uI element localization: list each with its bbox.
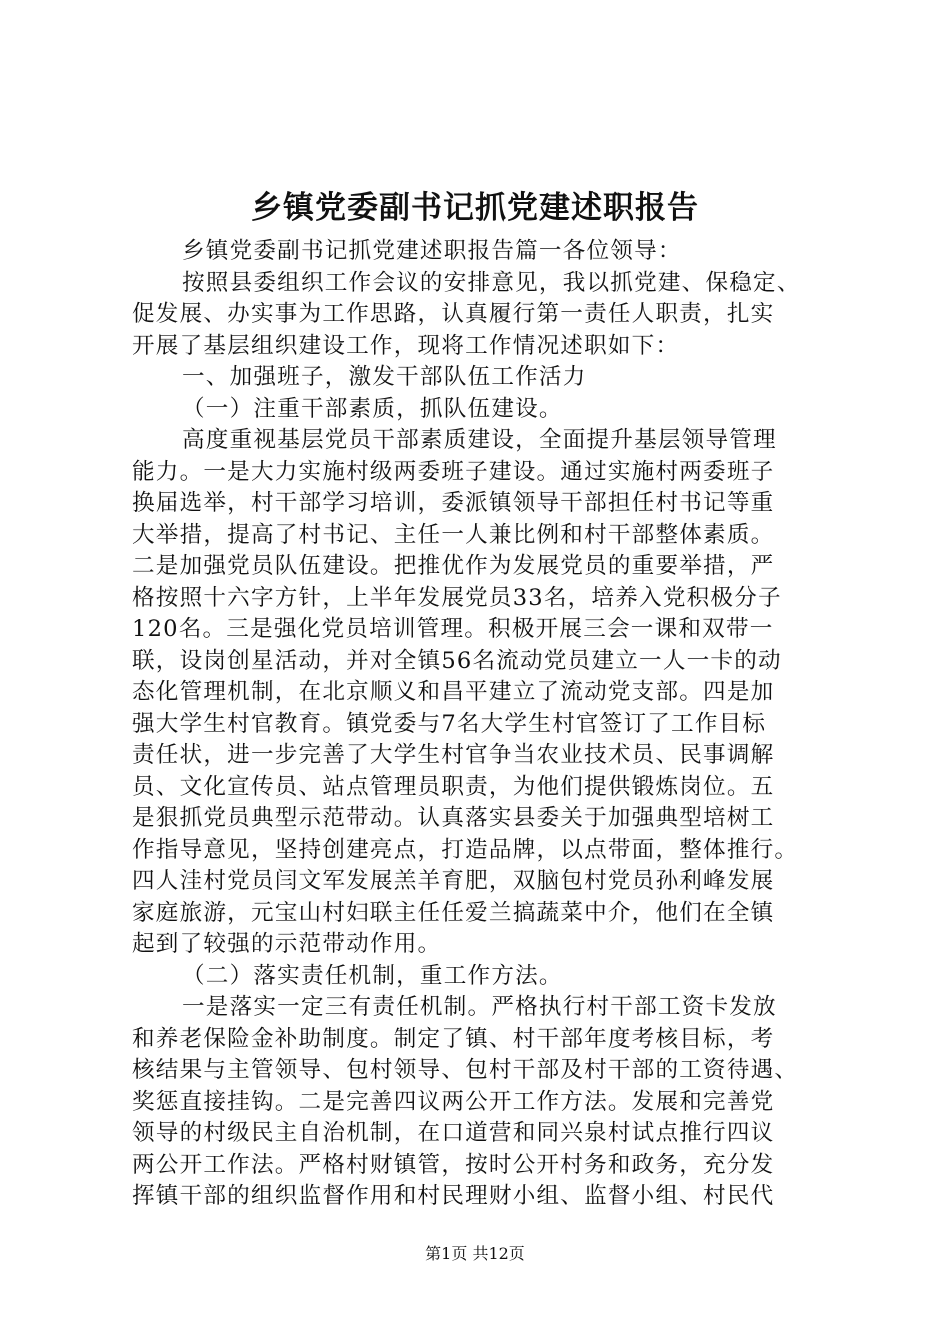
paragraph-line: 开展了基层组织建设工作，现将工作情况述职如下： (132, 332, 680, 359)
paragraph-line: 责任状，进一步完善了大学生村官争当农业技术员、民事调解 (132, 742, 775, 768)
subsection-heading: （二）落实责任机制，重工作方法。 (182, 962, 563, 989)
paragraph-line: 领导的村级民主自治机制，在口道营和同兴泉村试点推行四议 (132, 1120, 775, 1146)
paragraph-line: 两公开工作法。严格村财镇管，按时公开村务和政务，充分发 (132, 1151, 775, 1178)
paragraph-line: 乡镇党委副书记抓党建述职报告篇一各位领导： (182, 238, 682, 264)
paragraph-line: 挥镇干部的组织监督作用和村民理财小组、监督小组、村民代 (132, 1183, 775, 1209)
paragraph-line: 换届选举，村干部学习培训，委派镇领导干部担任村书记等重 (132, 490, 775, 516)
paragraph-line: 和养老保险金补助制度。制定了镇、村干部年度考核目标，考 (132, 1025, 775, 1052)
paragraph-line: 二是加强党员队伍建设。把推优作为发展党员的重要举措，严 (132, 553, 775, 579)
paragraph-line: 大举措，提高了村书记、主任一人兼比例和村干部整体素质。 (132, 521, 775, 548)
paragraph-line: 态化管理机制，在北京顺义和昌平建立了流动党支部。四是加 (132, 679, 775, 705)
paragraph-line: 格按照十六字方针，上半年发展党员33名，培养入党积极分子 (132, 584, 782, 611)
section-heading: 一、加强班子，激发干部队伍工作活力 (182, 364, 587, 390)
paragraph-line: 起到了较强的示范带动作用。 (132, 931, 442, 957)
paragraph-line: 员、文化宣传员、站点管理员职责，为他们提供锻炼岗位。五 (132, 773, 775, 800)
paragraph-line: 核结果与主管领导、包村领导、包村干部及村干部的工资待遇、 (132, 1057, 799, 1083)
paragraph-line: 按照县委组织工作会议的安排意见，我以抓党建、保稳定、 (182, 269, 801, 296)
page-footer: 第1页 共12页 (425, 1244, 525, 1263)
paragraph-line: 强大学生村官教育。镇党委与7名大学生村官签订了工作目标 (132, 710, 767, 737)
paragraph-line: 作指导意见，坚持创建亮点，打造品牌，以点带面，整体推行。 (132, 836, 799, 863)
paragraph-line: 奖惩直接挂钩。二是完善四议两公开工作方法。发展和完善党 (132, 1088, 775, 1115)
document-title: 乡镇党委副书记抓党建述职报告 (251, 190, 699, 226)
paragraph-line: 一是落实一定三有责任机制。严格执行村干部工资卡发放 (182, 994, 777, 1020)
paragraph-line: 120名。三是强化党员培训管理。积极开展三会一课和双带一 (132, 616, 774, 642)
paragraph-line: 能力。一是大力实施村级两委班子建设。通过实施村两委班子 (132, 458, 775, 485)
paragraph-line: 是狠抓党员典型示范带动。认真落实县委关于加强典型培树工 (132, 805, 775, 831)
document-body (132, 236, 840, 1213)
subsection-heading: （一）注重干部素质，抓队伍建设。 (182, 395, 563, 422)
paragraph-line: 四人洼村党员闫文军发展羔羊育肥，双脑包村党员孙利峰发展 (132, 868, 775, 894)
paragraph-line: 家庭旅游，元宝山村妇联主任任爱兰搞蔬菜中介，他们在全镇 (132, 899, 775, 926)
paragraph-line: 促发展、办实事为工作思路，认真履行第一责任人职责，扎实 (132, 301, 775, 327)
paragraph-line: 联，设岗创星活动，并对全镇56名流动党员建立一人一卡的动 (132, 647, 782, 674)
paragraph-line: 高度重视基层党员干部素质建设，全面提升基层领导管理 (182, 427, 777, 453)
